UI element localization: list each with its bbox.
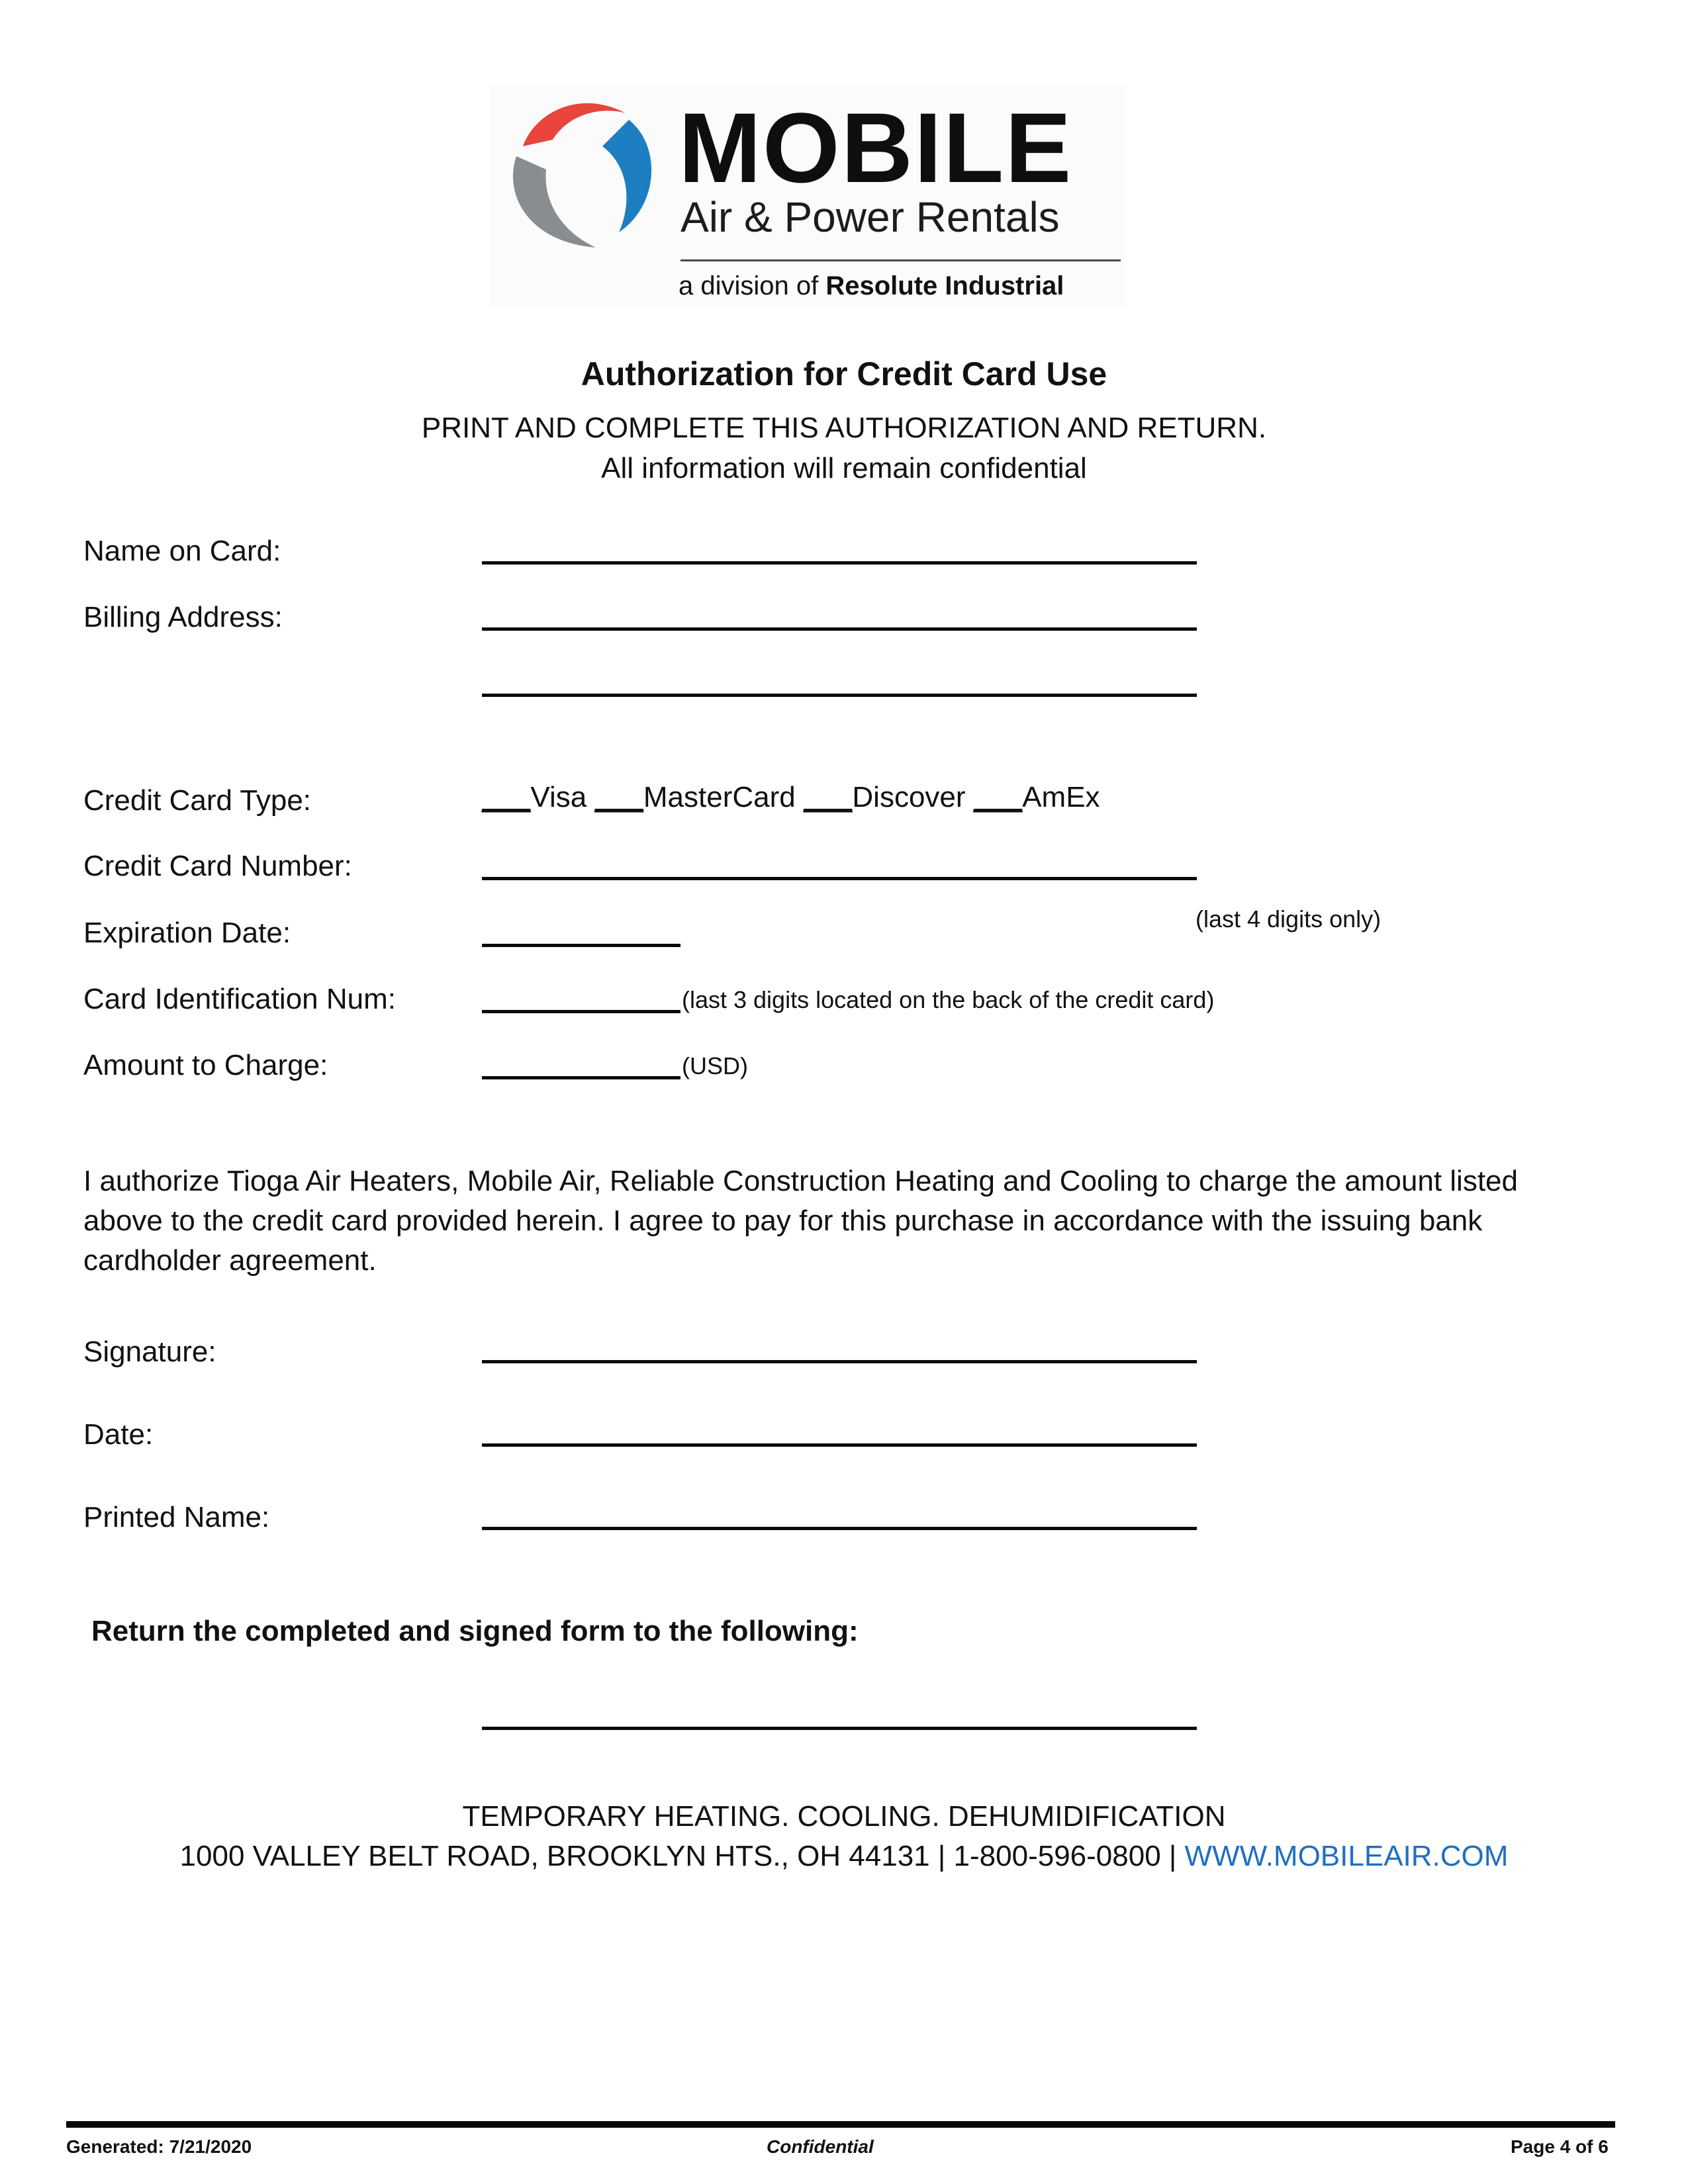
billing-address-field-2[interactable]	[482, 694, 1197, 697]
logo-wordmark: MOBILE	[679, 92, 1073, 203]
logo-swirl-icon	[496, 83, 669, 255]
visa-option: Visa	[530, 781, 587, 813]
authorization-text: I authorize Tioga Air Heaters, Mobile Air, Reliable Construction Heating and Cooling to charge the amount listed above to the credit card provided herein. I agree to pay for this purchase in accordance with the issuing bank cardholder agreement.	[83, 1165, 1518, 1277]
discover-blank[interactable]: ___	[803, 781, 853, 813]
address-text: 1000 VALLEY BELT ROAD, BROOKLYN HTS., OH 44131 | 1-800-596-0800 |	[179, 1840, 1185, 1872]
amex-blank[interactable]: ___	[973, 781, 1023, 813]
card-id-label: Card Identification Num:	[83, 983, 396, 1015]
discover-option: Discover	[852, 781, 966, 813]
printed-name-label: Printed Name:	[83, 1501, 270, 1533]
cvv-note: (last 3 digits located on the back of the credit card)	[682, 986, 1215, 1013]
confidential-label: Confidential	[767, 2136, 874, 2157]
return-address-line[interactable]	[482, 1727, 1197, 1730]
return-instruction: Return the completed and signed form to the following:	[91, 1615, 859, 1647]
amount-field[interactable]	[482, 1076, 680, 1079]
division-prefix: a division of	[679, 271, 819, 300]
form-title: Authorization for Credit Card Use	[581, 355, 1107, 392]
confidential-note: All information will remain confidential	[601, 452, 1087, 484]
expiration-field[interactable]	[482, 944, 680, 947]
date-field[interactable]	[482, 1443, 1197, 1447]
card-type-label: Credit Card Type:	[83, 784, 312, 817]
logo-divider	[680, 259, 1121, 261]
mastercard-option: MasterCard	[643, 781, 796, 813]
billing-address-field-1[interactable]	[482, 627, 1197, 631]
visa-blank[interactable]: ___	[482, 781, 531, 813]
mastercard-blank[interactable]: ___	[594, 781, 643, 813]
card-number-label: Credit Card Number:	[83, 850, 352, 882]
form-instruction: PRINT AND COMPLETE THIS AUTHORIZATION AND RETURN.	[421, 412, 1267, 444]
company-logo	[490, 83, 1125, 308]
billing-address-label: Billing Address:	[83, 601, 283, 633]
logo-division	[679, 273, 1064, 299]
footer-rule	[66, 2121, 1615, 2128]
last4-note: (last 4 digits only)	[1196, 905, 1382, 933]
amex-option: AmEx	[1022, 781, 1100, 813]
date-label: Date:	[83, 1418, 154, 1451]
currency-note: (USD)	[682, 1052, 748, 1079]
address-line	[0, 1840, 1688, 1873]
website-link[interactable]: WWW.MOBILEAIR.COM	[1184, 1840, 1509, 1872]
page-number: Page 4 of 6	[1511, 2136, 1609, 2157]
amount-label: Amount to Charge:	[83, 1049, 328, 1081]
signature-field[interactable]	[482, 1360, 1197, 1363]
card-type-options	[482, 781, 1100, 814]
signature-label: Signature:	[83, 1336, 216, 1368]
generated-date: Generated: 7/21/2020	[66, 2136, 252, 2157]
card-number-field[interactable]	[482, 877, 1197, 880]
name-on-card-label: Name on Card:	[83, 535, 281, 567]
logo-tagline: Air & Power Rentals	[680, 193, 1060, 241]
printed-name-field[interactable]	[482, 1527, 1197, 1530]
card-id-field[interactable]	[482, 1010, 680, 1013]
division-name: Resolute Industrial	[825, 271, 1064, 300]
name-on-card-field[interactable]	[482, 561, 1197, 565]
services-line: TEMPORARY HEATING. COOLING. DEHUMIDIFICATION	[462, 1800, 1226, 1833]
expiration-label: Expiration Date:	[83, 917, 291, 949]
